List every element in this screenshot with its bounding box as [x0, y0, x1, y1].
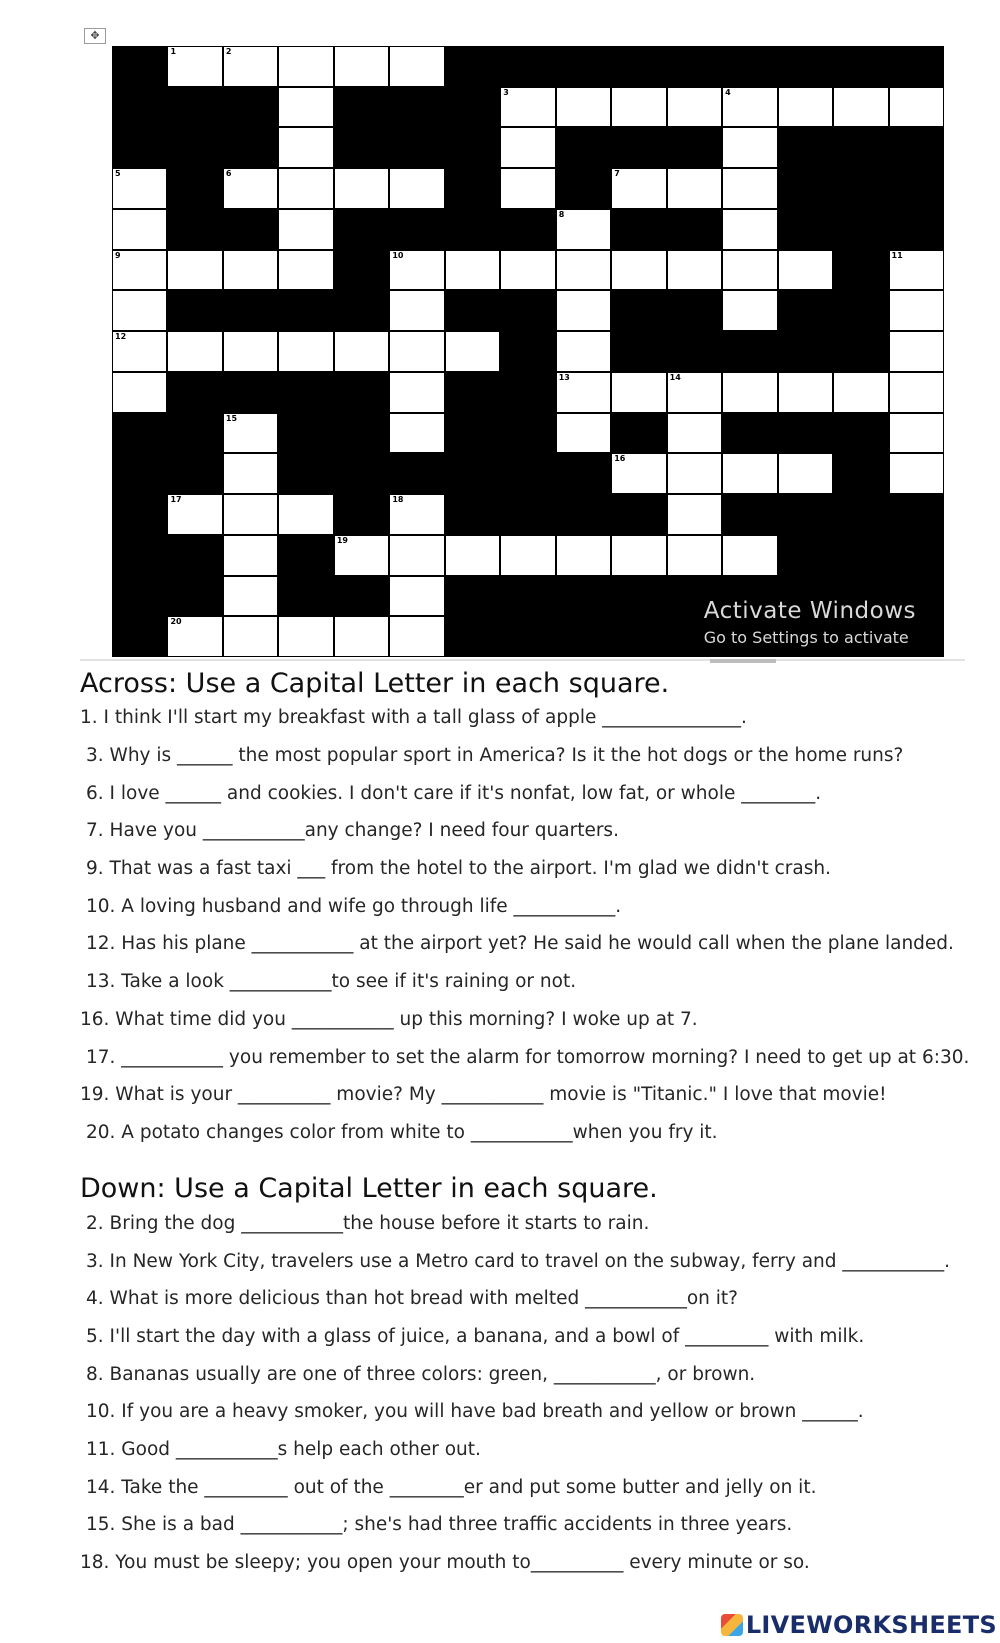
crossword-cell[interactable] — [389, 331, 444, 372]
crossword-grid — [112, 46, 944, 657]
crossword-cell[interactable] — [500, 168, 555, 209]
crossword-cell[interactable] — [278, 494, 333, 535]
clue-number: 20 — [170, 617, 182, 627]
activate-windows-watermark — [704, 598, 916, 647]
crossword-cell[interactable] — [223, 413, 278, 454]
crossword-cell[interactable] — [112, 209, 167, 250]
scrollbar-thumb[interactable] — [710, 659, 776, 663]
crossword-cell[interactable] — [278, 616, 333, 657]
crossword-cell[interactable] — [833, 372, 888, 413]
down-clue: 8. Bananas usually are one of three colors: green, ___________, or brown. — [86, 1364, 756, 1385]
crossword-cell[interactable] — [556, 331, 611, 372]
watermark-title: Activate Windows — [703, 598, 916, 624]
crossword-cell[interactable] — [389, 250, 444, 291]
crossword-cell[interactable] — [667, 494, 722, 535]
clue-number: 10 — [392, 250, 404, 260]
crossword-cell[interactable] — [667, 535, 722, 576]
crossword-cell[interactable] — [334, 331, 389, 372]
across-clue: 6. I love ______ and cookies. I don't care if it's nonfat, low fat, or whole ________. — [86, 783, 822, 804]
crossword-cell[interactable] — [167, 494, 222, 535]
across-clue: 9. That was a fast taxi ___ from the hotel to the airport. I'm glad we didn't crash. — [86, 858, 831, 879]
crossword-cell[interactable] — [334, 535, 389, 576]
crossword-cell[interactable] — [667, 250, 722, 291]
crossword-cell[interactable] — [889, 453, 944, 494]
crossword-cell[interactable] — [223, 250, 278, 291]
crossword-cell[interactable] — [167, 331, 222, 372]
clue-number: 8 — [558, 209, 565, 219]
crossword-cell[interactable] — [334, 46, 389, 87]
crossword-cell[interactable] — [778, 453, 833, 494]
crossword-cell[interactable] — [889, 331, 944, 372]
crossword-cell[interactable] — [889, 413, 944, 454]
crossword-cell[interactable] — [445, 250, 500, 291]
crossword-cell[interactable] — [167, 250, 222, 291]
liveworksheets-wordmark: LIVEWORKSHEETS — [745, 1611, 997, 1639]
clue-number: 9 — [115, 250, 121, 260]
crossword-cell[interactable] — [722, 372, 777, 413]
crossword-cell[interactable] — [556, 290, 611, 331]
crossword-cell[interactable] — [278, 250, 333, 291]
clue-number: 7 — [614, 169, 620, 179]
clue-number: 15 — [225, 413, 238, 423]
crossword-cell[interactable] — [722, 290, 777, 331]
crossword-cell[interactable] — [223, 616, 278, 657]
watermark-subtitle: Go to Settings to activate — [703, 628, 909, 647]
crossword-cell[interactable] — [112, 168, 167, 209]
crossword-cell[interactable] — [667, 87, 722, 128]
crossword-cell[interactable] — [611, 372, 666, 413]
across-clue: 10. A loving husband and wife go through life ___________. — [86, 896, 622, 917]
crossword-cell[interactable] — [223, 453, 278, 494]
crossword-cell[interactable] — [722, 535, 777, 576]
crossword-cell[interactable] — [500, 250, 555, 291]
crossword-cell[interactable] — [556, 87, 611, 128]
across-clue: 12. Has his plane ___________ at the airport yet? He said he would call when the plane landed. — [86, 933, 954, 954]
crossword-cell[interactable] — [556, 413, 611, 454]
horizontal-rule — [80, 659, 965, 661]
crossword-cell[interactable] — [667, 372, 722, 413]
down-clue: 10. If you are a heavy smoker, you will have bad breath and yellow or brown ______. — [86, 1401, 864, 1422]
clue-number: 16 — [614, 454, 626, 464]
crossword-cell[interactable] — [389, 168, 444, 209]
crossword-cell[interactable] — [889, 372, 944, 413]
down-clue: 14. Take the _________ out of the ________er and put some butter and jelly on it. — [86, 1477, 817, 1498]
crossword-cell[interactable] — [223, 576, 278, 617]
across-clue: 16. What time did you ___________ up this morning? I woke up at 7. — [80, 1009, 698, 1030]
crossword-cell[interactable] — [778, 372, 833, 413]
across-clue: 1. I think I'll start my breakfast with a tall glass of apple _______________. — [80, 707, 747, 728]
crossword-cell[interactable] — [722, 127, 777, 168]
crossword-cell[interactable] — [722, 87, 777, 128]
crossword-cell[interactable] — [611, 535, 666, 576]
crossword-cell[interactable] — [500, 127, 555, 168]
crossword-cell[interactable] — [223, 494, 278, 535]
down-clue: 5. I'll start the day with a glass of juice, a banana, and a bowl of _________ with milk. — [86, 1326, 865, 1347]
crossword-cell[interactable] — [833, 87, 888, 128]
across-clue: 20. A potato changes color from white to ___________when you fry it. — [86, 1122, 718, 1143]
clue-number: 3 — [503, 87, 509, 97]
across-clue: 17. ___________ you remember to set the alarm for tomorrow morning? I need to get up at 6:30. — [86, 1047, 970, 1068]
clue-number: 18 — [392, 495, 404, 505]
crossword-cell[interactable] — [556, 535, 611, 576]
crossword-cell[interactable] — [667, 168, 722, 209]
crossword-cell[interactable] — [500, 87, 555, 128]
down-clue: 11. Good ___________s help each other out. — [86, 1439, 481, 1460]
crossword-cell[interactable] — [389, 576, 444, 617]
crossword-cell[interactable] — [667, 453, 722, 494]
crossword-cell[interactable] — [778, 87, 833, 128]
crossword-cell[interactable] — [278, 87, 333, 128]
clue-number: 4 — [725, 87, 731, 97]
clue-number: 19 — [336, 535, 348, 545]
crossword-cell[interactable] — [334, 168, 389, 209]
crossword-cell[interactable] — [278, 46, 333, 87]
crossword-cell[interactable] — [112, 331, 167, 372]
crossword-cell[interactable] — [611, 453, 666, 494]
crossword-cell[interactable] — [278, 127, 333, 168]
across-clue: 7. Have you ___________any change? I need four quarters. — [86, 820, 619, 841]
down-clue: 15. She is a bad ___________; she's had three traffic accidents in three years. — [86, 1514, 793, 1535]
crossword-cell[interactable] — [667, 413, 722, 454]
crossword-cell[interactable] — [722, 209, 777, 250]
crossword-cell[interactable] — [223, 168, 278, 209]
clue-number: 6 — [225, 169, 232, 179]
down-heading: Down: Use a Capital Letter in each square. — [80, 1173, 658, 1204]
crossword-cell[interactable] — [112, 372, 167, 413]
clue-number: 11 — [891, 250, 903, 260]
crossword-cell[interactable] — [278, 331, 333, 372]
across-clue: 3. Why is ______ the most popular sport in America? Is it the hot dogs or the home runs? — [86, 745, 904, 766]
crossword-cell[interactable] — [112, 250, 167, 291]
crossword-cell[interactable] — [389, 535, 444, 576]
crossword-cell[interactable] — [556, 209, 611, 250]
crossword-cell[interactable] — [889, 87, 944, 128]
across-heading: Across: Use a Capital Letter in each square. — [80, 668, 670, 699]
crossword-cell[interactable] — [278, 209, 333, 250]
crossword-cell[interactable] — [334, 616, 389, 657]
clue-number: 2 — [225, 47, 232, 56]
crossword-cell[interactable] — [223, 535, 278, 576]
clue-number: 14 — [669, 372, 681, 382]
clue-number: 1 — [170, 47, 177, 56]
crossword-cell[interactable] — [389, 372, 444, 413]
clue-number: 17 — [170, 495, 182, 505]
crossword-cell[interactable] — [611, 168, 666, 209]
crossword-cell[interactable] — [445, 331, 500, 372]
crossword-cell[interactable] — [500, 535, 555, 576]
liveworksheets-logo[interactable] — [721, 1610, 997, 1640]
crossword-cell[interactable] — [278, 168, 333, 209]
down-clue: 2. Bring the dog ___________the house before it starts to rain. — [86, 1213, 650, 1234]
crossword-cell[interactable] — [445, 535, 500, 576]
crossword-cell[interactable] — [223, 331, 278, 372]
crossword-cell[interactable] — [389, 46, 444, 87]
down-clue: 3. In New York City, travelers use a Metro card to travel on the subway, ferry and ___________. — [86, 1251, 951, 1272]
clue-number: 12 — [115, 332, 127, 342]
crossword-cell[interactable] — [722, 168, 777, 209]
crossword-cell[interactable] — [389, 494, 444, 535]
crossword-cell[interactable] — [611, 87, 666, 128]
across-clue: 13. Take a look ___________to see if it's raining or not. — [86, 971, 577, 992]
crossword-cell[interactable] — [389, 413, 444, 454]
crossword-cell[interactable] — [722, 453, 777, 494]
down-clue: 18. You must be sleepy; you open your mouth to__________ every minute or so. — [80, 1552, 810, 1573]
crossword-cell[interactable] — [556, 250, 611, 291]
clue-number: 5 — [115, 169, 121, 179]
crossword-cell[interactable] — [112, 290, 167, 331]
table-move-handle-icon[interactable]: ✥ — [84, 28, 106, 44]
crossword-cell[interactable] — [889, 290, 944, 331]
crossword-cell[interactable] — [611, 250, 666, 291]
down-clue: 4. What is more delicious than hot bread with melted ___________on it? — [86, 1288, 738, 1309]
crossword-cell[interactable] — [167, 46, 222, 87]
crossword-cell[interactable] — [223, 46, 278, 87]
crossword-cell[interactable] — [722, 250, 777, 291]
clue-number: 13 — [558, 372, 570, 382]
crossword-cell[interactable] — [889, 250, 944, 291]
liveworksheets-badge-icon — [721, 1614, 743, 1636]
across-clue: 19. What is your __________ movie? My ___________ movie is "Titanic." I love that movie! — [80, 1084, 887, 1105]
crossword-cell[interactable] — [389, 616, 444, 657]
crossword-cell[interactable] — [167, 616, 222, 657]
crossword-cell[interactable] — [556, 372, 611, 413]
crossword-cell[interactable] — [778, 250, 833, 291]
crossword-cell[interactable] — [389, 290, 444, 331]
